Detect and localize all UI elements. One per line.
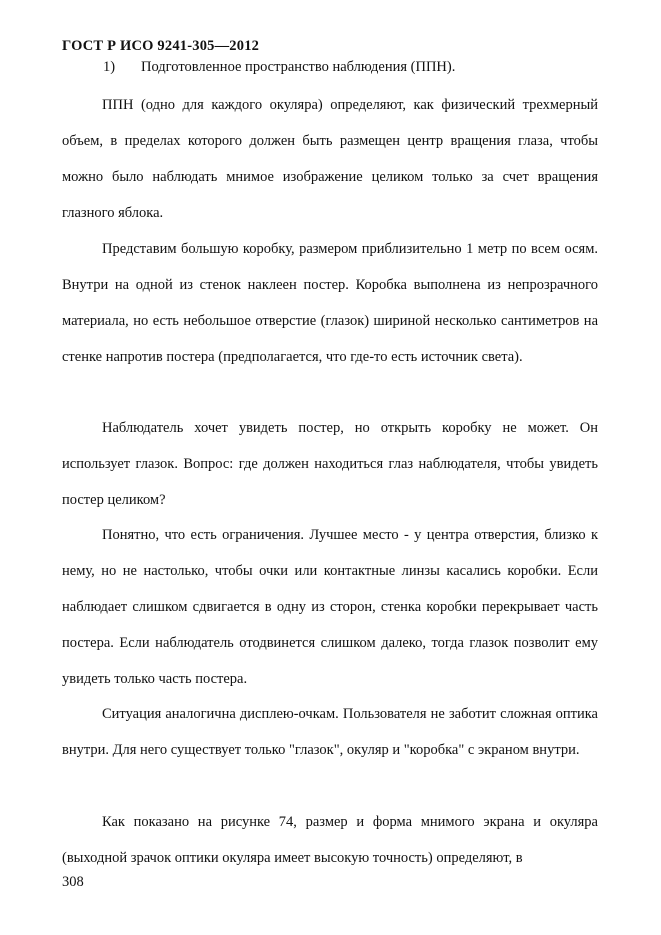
paragraph-3: Наблюдатель хочет увидеть постер, но открыть коробку не может. Он использует глазок. Вопрос: где должен находиться глаз наблюдателя, чтобы увидеть постер целиком? — [62, 420, 598, 508]
list-item-text: Подготовленное пространство наблюдения (ППН). — [141, 59, 456, 75]
paragraph-5: Ситуация аналогична дисплею-очкам. Пользователя не заботит сложная оптика внутри. Для него существует только "глазок", окуляр и "коробка" с экраном внутри. — [62, 706, 598, 758]
page-number: 308 — [62, 874, 84, 890]
paragraph-1: ППН (одно для каждого окуляра) определяют, как физический трехмерный объем, в пределах которого должен быть размещен центр вращения глаза, чтобы можно было наблюдать мнимое изображение целиком только за счет вращения глазного яблока. — [62, 97, 598, 221]
list-item-number: 1) — [103, 59, 116, 75]
document-header: ГОСТ Р ИСО 9241-305—2012 — [62, 38, 260, 54]
paragraph-4: Понятно, что есть ограничения. Лучшее место - у центра отверстия, близко к нему, но не настолько, чтобы очки или контактные линзы касались коробки. Если наблюдает слишком сдвигается в одну из сторон, стенка коробки перекрывает часть постера. Если наблюдатель отодвинется слишком далеко, тогда глазок позволит ему увидеть только часть постера. — [62, 527, 598, 687]
list-item-heading — [103, 59, 455, 76]
paragraph-6: Как показано на рисунке 74, размер и форма мнимого экрана и окуляра (выходной зрачок оптики окуляра имеет высокую точность) определяют, в — [62, 814, 598, 866]
paragraph-2: Представим большую коробку, размером приблизительно 1 метр по всем осям. Внутри на одной из стенок наклеен постер. Коробка выполнена из непрозрачного материала, но есть небольшое отверстие (глазок) шириной несколько сантиметров на стенке напротив постера (предполагается, что где-то есть источник света). — [62, 241, 598, 365]
